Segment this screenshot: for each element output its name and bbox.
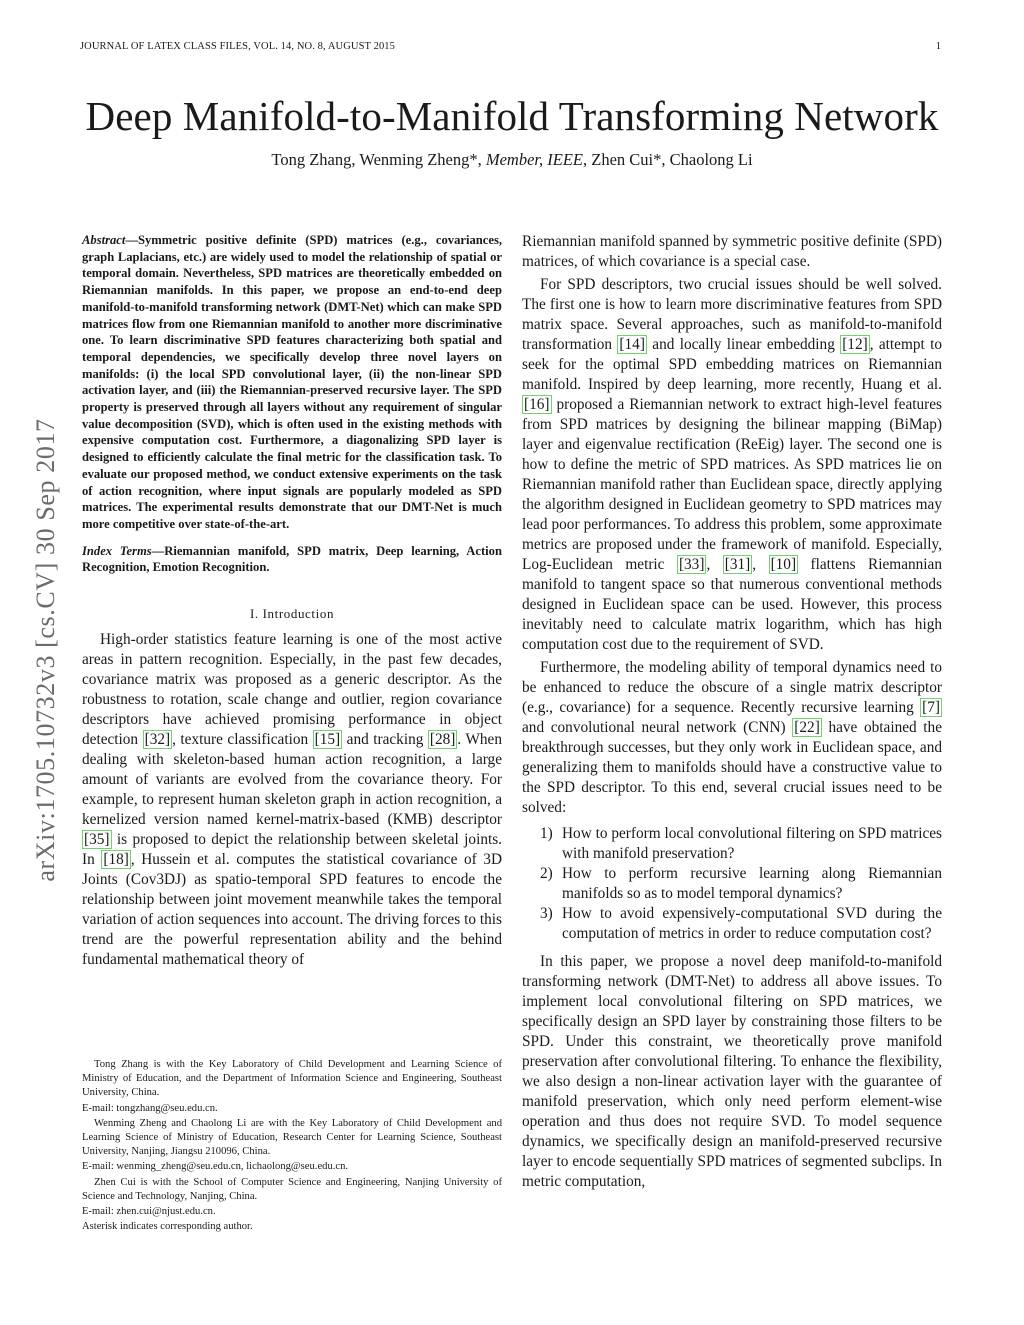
- text-run: flattens Riemannian manifold to tangent space so that numerous conventional methods designed in Euclidean space can be used. However, this process inevitably need to calculate matrix logarithm, which has high computation cost due to the requirement of SVD.: [522, 556, 942, 653]
- citation-link[interactable]: [32]: [144, 731, 171, 749]
- index-terms-text: —Riemannian manifold, SPD matrix, Deep learning, Action Recognition, Emotion Recognition.: [82, 543, 502, 575]
- intro-paragraph-1: [82, 630, 502, 970]
- arxiv-stamp: arXiv:1705.10732v3 [cs.CV] 30 Sep 2017: [31, 418, 60, 882]
- citation-link[interactable]: [12]: [842, 336, 868, 353]
- intro-paragraph-2: [522, 275, 942, 655]
- text-run: For SPD descriptors, two crucial issues should be well solved. The first one is how to learn more discriminative features from SPD matrix space. Several approaches, such as manifold-to-manifold transformation: [522, 276, 942, 353]
- text-run: Furthermore, the modeling ability of temporal dynamics need to be enhanced to reduce the obscure of a single matrix descriptor (e.g., covariance) for a sequence. Recently recursive learning: [522, 659, 942, 716]
- author-membership: Member, IEEE,: [485, 150, 588, 169]
- text-run: , Hussein et al. computes the statistical covariance of 3D Joints (Cov3DJ) as spatio-temporal SPD features to encode the relationship between joint movement meanwhile takes the temporal variation of action sequences into account. The driving forces to this trend are the powerful representation ability and the behind fundamental mathematical theory of: [82, 851, 502, 969]
- abstract: [82, 232, 502, 533]
- citation-link[interactable]: [35]: [84, 831, 110, 849]
- page-number: 1: [935, 41, 941, 52]
- text-run: , attempt to seek for the optimal SPD embedding matrices on Riemannian manifold. Inspired by deep learning, more recently, Huang et al.: [522, 336, 943, 393]
- section-heading-introduction: I. Introduction: [249, 606, 335, 622]
- text-run: and locally linear embedding: [646, 336, 841, 353]
- author-names-1: Tong Zhang, Wenming Zheng*,: [271, 150, 486, 169]
- citation-link[interactable]: [14]: [619, 336, 645, 353]
- list-number: 1): [540, 825, 553, 842]
- text-run: is proposed to depict the relationship between skeletal joints. In: [82, 831, 502, 869]
- author-line: [0, 150, 1024, 170]
- author-names-2: Zhen Cui*, Chaolong Li: [587, 150, 753, 169]
- intro-paragraph-4: In this paper, we propose a novel deep manifold-to-manifold transforming network (DMT-Net) to address all above issues. To implement local convolutional filtering on SPD matrices, we specifically design an SPD layer by constraining those filters to be SPD. Under this constraint, we theoretically prove manifold preservation after convolutional filtering. To enhance the flexibility, we also design a non-linear activation layer with the guarantee of manifold preservation, which only need perform element-wise operation and thus does not require SVD. To model sequence dynamics, we specifically design an manifold-preserved recursive layer to encode sequentially SPD matrices of segmented subclips. In metric computation,: [522, 953, 942, 1190]
- list-number: 3): [540, 905, 553, 922]
- citation-link[interactable]: [28]: [429, 731, 456, 749]
- intro-paragraph-continued: Riemannian manifold spanned by symmetric positive definite (SPD) matrices, of which covariance is a special case.: [522, 233, 942, 270]
- text-run: have obtained the breakthrough successes, but they only work in Euclidean space, and generalizing them to manifolds should have a constructive value to the SPD descriptor. To this end, several crucial issues need to be solved:: [522, 719, 942, 816]
- citation-link[interactable]: [16]: [524, 396, 550, 413]
- list-item: [522, 904, 942, 944]
- footnote-affiliation-3: Zhen Cui is with the School of Computer Science and Engineering, Nanjing University of Science and Technology, Nanjing, China.: [82, 1176, 502, 1202]
- text-run: . When dealing with skeleton-based human action recognition, a large amount of variants are evolved from the covariance theory. For example, to represent human skeleton graph in action recognition, a kernelized version named kernel-matrix-based (KMB) descriptor: [82, 731, 502, 829]
- abstract-text: —Symmetric positive definite (SPD) matrices (e.g., covariances, graph Laplacians, etc.) are widely used to model the relationship of spatial or temporal domain. Nevertheless, SPD matrices are theoretically embedded on Riemannian manifolds. In this paper, we propose an end-to-end deep manifold-to-manifold transforming network (DMT-Net) which can make SPD matrices flow from one Riemannian manifold to another more discriminative one. To learn discriminative SPD features characterizing both spatial and temporal dependencies, we specifically develop three novel layers on manifolds: (i) the local SPD convolutional layer, (ii) the non-linear SPD activation layer, and (iii) the Riemannian-preserved recursive layer. The SPD property is preserved through all layers without any requirement of singular value decomposition (SVD), which is often used in the existing methods with expensive computation cost. Furthermore, a diagonalizing SPD layer is designed to efficiently calculate the final metric for the classification task. To evaluate our proposed method, we conduct extensive experiments on the task of action recognition, where input signals are popularly modeled as SPD matrices. The experimental results demonstrate that our DMT-Net is much more competitive over state-of-the-art.: [82, 233, 502, 531]
- footnote-affiliation-2: Wenming Zheng and Chaolong Li are with the Key Laboratory of Child Development and Learning Science of Ministry of Education, Research Center for Learning Science, Southeast University, Nanjing, Jiangsu 210096, China.: [82, 1117, 502, 1158]
- abstract-label: Abstract: [82, 233, 126, 247]
- text-run: ,: [752, 556, 769, 573]
- citation-link[interactable]: [18]: [103, 851, 129, 869]
- issues-list: [522, 824, 942, 944]
- left-column: [82, 232, 502, 970]
- list-item: [522, 864, 942, 904]
- paper-title: Deep Manifold-to-Manifold Transforming Network: [85, 93, 939, 139]
- list-text: How to perform local convolutional filtering on SPD matrices with manifold preservation?: [562, 825, 942, 862]
- footnote-corresponding: Asterisk indicates corresponding author.: [82, 1221, 253, 1233]
- footnotes: [82, 1058, 502, 1234]
- text-run: High-order statistics feature learning is one of the most active areas in pattern recognition. Especially, in the past few decades, covariance matrix was proposed as a generic descriptor. As the robustness to rotation, scale change and outlier, region covariance descriptors have achieved promising performance in object detection: [82, 631, 502, 749]
- text-run: and tracking: [342, 731, 428, 749]
- citation-link[interactable]: [31]: [724, 556, 751, 573]
- citation-link[interactable]: [15]: [314, 731, 341, 749]
- index-terms-label: Index Terms: [82, 543, 152, 558]
- list-item: [522, 824, 942, 864]
- text-run: ,: [706, 556, 723, 573]
- citation-link[interactable]: [33]: [678, 556, 705, 573]
- text-run: and convolutional neural network (CNN): [522, 719, 793, 736]
- citation-link[interactable]: [7]: [922, 699, 940, 716]
- footnote-email-1: E-mail: tongzhang@seu.edu.cn.: [82, 1102, 218, 1114]
- footnote-affiliation-1: Tong Zhang is with the Key Laboratory of Child Development and Learning Science of Ministry of Education, and the Department of Information Science and Engineering, Southeast University, China.: [82, 1059, 502, 1099]
- text-run: , texture classification: [172, 731, 313, 749]
- citation-link[interactable]: [10]: [770, 556, 797, 573]
- citation-link[interactable]: [22]: [794, 719, 820, 736]
- right-column: [522, 232, 942, 1192]
- footnote-email-3: E-mail: zhen.cui@njust.edu.cn.: [82, 1206, 216, 1218]
- list-text: How to avoid expensively-computational SVD during the computation of metrics in order to reduce computation cost?: [562, 905, 942, 942]
- intro-paragraph-3: [522, 658, 942, 818]
- list-text: How to perform recursive learning along Riemannian manifolds so as to model temporal dynamics?: [562, 865, 942, 902]
- index-terms: [82, 543, 502, 576]
- running-header: JOURNAL OF LATEX CLASS FILES, VOL. 14, NO. 8, AUGUST 2015: [80, 41, 395, 52]
- list-number: 2): [540, 865, 553, 882]
- text-run: proposed a Riemannian network to extract high-level features from SPD matrices by designing the bilinear mapping (BiMap) layer and eigenvalue rectification (ReEig) layer. The second one is how to define the metric of SPD matrices. As SPD matrices lie on Riemannian manifold rather than Euclidean space, directly applying the algorithm designed in Euclidean geometry to SPD matrices may lead poor performances. To address this problem, some approximate metrics are proposed under the framework of manifold. Especially, Log-Euclidean metric: [522, 396, 942, 573]
- footnote-email-2: E-mail: wenming_zheng@seu.edu.cn, lichaolong@seu.edu.cn.: [82, 1161, 349, 1173]
